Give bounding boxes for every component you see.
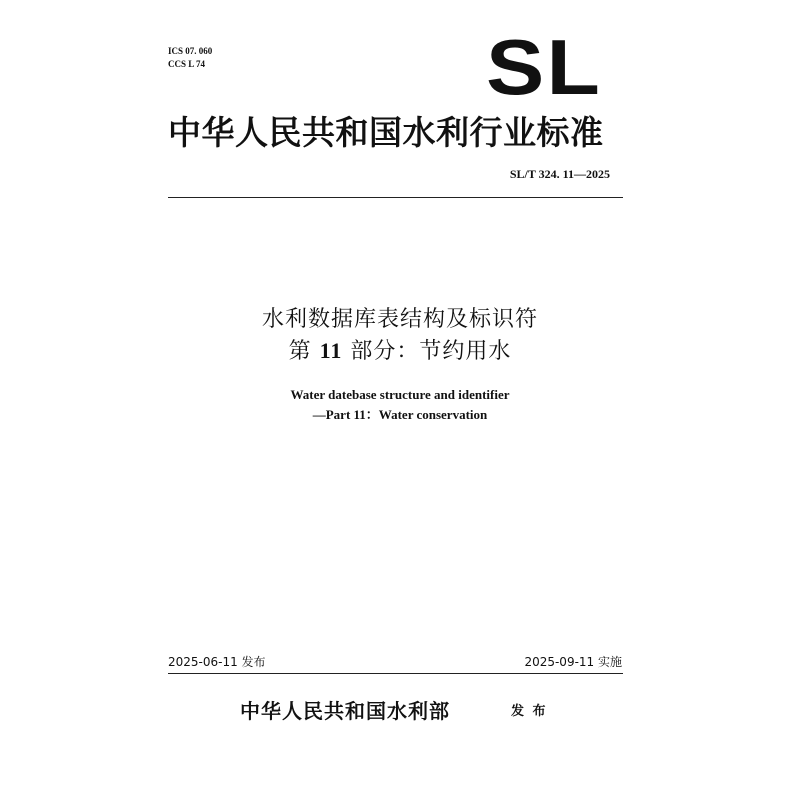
classification-codes	[168, 45, 212, 71]
document-title-line1: 水利数据库表结构及标识符	[261, 307, 538, 332]
standard-number: SL/T 324. 11—2025	[509, 167, 610, 181]
document-title-line2	[0, 336, 800, 367]
ccs-code: CCS L 74	[168, 59, 206, 69]
bottom-divider	[168, 673, 623, 674]
ics-code: ICS 07. 060	[168, 46, 213, 56]
effective-date: 2025-09-11 实施	[524, 655, 622, 669]
english-title-line1: Water datebase structure and identifier	[290, 387, 510, 402]
part-number: 11	[319, 338, 343, 363]
english-title-line2: —Part 11：Water conservation	[312, 407, 488, 422]
part-prefix: 第	[288, 339, 312, 364]
sl-logo: SL	[486, 23, 603, 111]
top-divider	[168, 197, 623, 198]
issue-date: 2025-06-11 发布	[168, 655, 266, 669]
standard-category-title: 中华人民共和国水利行业标准	[168, 113, 604, 152]
part-suffix: 部分：节约用水	[350, 339, 512, 364]
issuing-authority: 中华人民共和国水利部	[240, 699, 450, 723]
issuing-label: 发 布	[511, 704, 548, 719]
